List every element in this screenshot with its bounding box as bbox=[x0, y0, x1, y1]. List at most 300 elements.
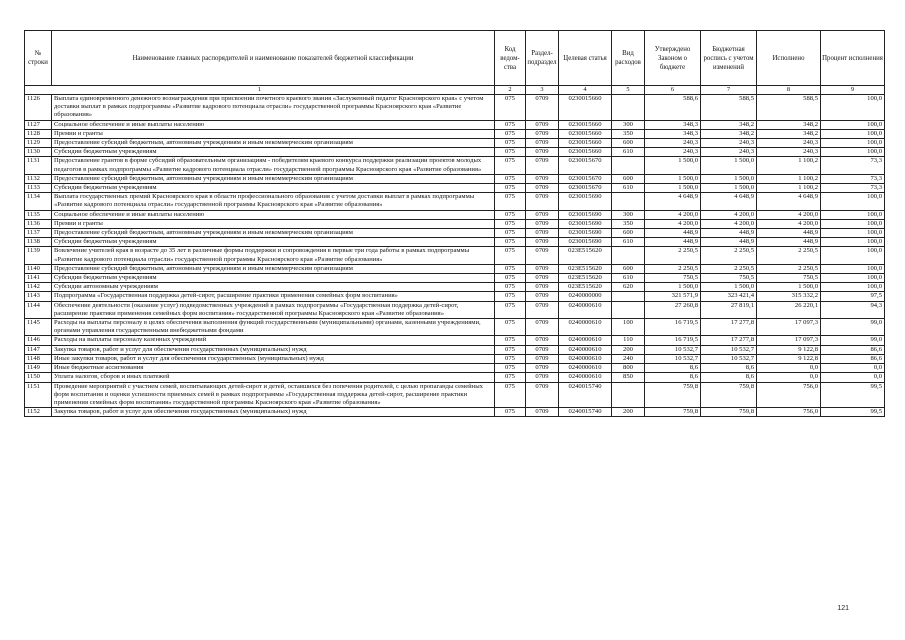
row-budget-list: 1 500,0 bbox=[701, 157, 757, 174]
row-expense-type: 350 bbox=[612, 219, 645, 228]
row-section: 0709 bbox=[526, 95, 559, 121]
header-name: Наименование главных распорядителей и наименование показателей бюджетной классификации bbox=[52, 31, 495, 86]
row-section: 0709 bbox=[526, 219, 559, 228]
row-percent: 100,0 bbox=[821, 264, 885, 273]
row-section: 0709 bbox=[526, 157, 559, 174]
row-percent: 100,0 bbox=[821, 283, 885, 292]
row-number: 1142 bbox=[25, 283, 52, 292]
row-percent: 100,0 bbox=[821, 193, 885, 210]
row-executed: 26 220,1 bbox=[757, 301, 821, 318]
row-name: Уплата налогов, сборов и иных платежей bbox=[52, 373, 495, 382]
row-dept-code: 075 bbox=[495, 382, 526, 408]
row-budget-list: 588,5 bbox=[701, 95, 757, 121]
row-section: 0709 bbox=[526, 364, 559, 373]
row-number: 1129 bbox=[25, 139, 52, 148]
row-percent: 86,6 bbox=[821, 354, 885, 363]
row-percent: 100,0 bbox=[821, 229, 885, 238]
row-name: Подпрограмма «Государственная поддержка детей-сирот, расширение практики применения семейных форм воспитания» bbox=[52, 292, 495, 301]
header-target: Целевая статья bbox=[559, 31, 612, 86]
table-row bbox=[25, 274, 885, 283]
row-approved: 448,9 bbox=[645, 238, 701, 247]
row-target: 0230015670 bbox=[559, 174, 612, 183]
table-row bbox=[25, 319, 885, 336]
row-budget-list: 448,9 bbox=[701, 229, 757, 238]
row-section: 0709 bbox=[526, 301, 559, 318]
row-expense-type bbox=[612, 301, 645, 318]
document-sheet bbox=[24, 30, 884, 417]
row-approved: 8,6 bbox=[645, 364, 701, 373]
row-percent: 100,0 bbox=[821, 139, 885, 148]
row-dept-code: 075 bbox=[495, 184, 526, 193]
row-dept-code: 075 bbox=[495, 364, 526, 373]
row-name: Вовлечение учителей края в возрасте до 35 лет в различные формы поддержки и сопровождения в первые три года работы в рамках подпрограммы «Развитие кадрового потенциала отрасли» государственной программы Красноярского края «Развитие образования» bbox=[52, 247, 495, 264]
row-percent: 100,0 bbox=[821, 95, 885, 121]
row-percent: 86,6 bbox=[821, 345, 885, 354]
row-target: 0230015660 bbox=[559, 95, 612, 121]
row-budget-list: 348,2 bbox=[701, 120, 757, 129]
row-number: 1126 bbox=[25, 95, 52, 121]
row-name: Субсидии автономным учреждениям bbox=[52, 283, 495, 292]
row-budget-list: 27 819,1 bbox=[701, 301, 757, 318]
column-number: 4 bbox=[559, 86, 612, 95]
table-row bbox=[25, 219, 885, 228]
row-approved: 759,8 bbox=[645, 382, 701, 408]
row-approved: 4 648,9 bbox=[645, 193, 701, 210]
row-budget-list: 323 421,4 bbox=[701, 292, 757, 301]
row-approved: 10 532,7 bbox=[645, 345, 701, 354]
row-section: 0709 bbox=[526, 408, 559, 417]
row-percent: 100,0 bbox=[821, 120, 885, 129]
row-budget-list: 4 200,0 bbox=[701, 210, 757, 219]
row-budget-list: 240,3 bbox=[701, 148, 757, 157]
row-number: 1130 bbox=[25, 148, 52, 157]
row-executed: 348,2 bbox=[757, 120, 821, 129]
row-percent: 94,3 bbox=[821, 301, 885, 318]
row-section: 0709 bbox=[526, 264, 559, 273]
column-number: 7 bbox=[701, 86, 757, 95]
row-number: 1143 bbox=[25, 292, 52, 301]
row-number: 1138 bbox=[25, 238, 52, 247]
row-expense-type: 620 bbox=[612, 283, 645, 292]
row-approved: 16 719,5 bbox=[645, 319, 701, 336]
row-budget-list: 17 277,8 bbox=[701, 336, 757, 345]
row-target: 0230015670 bbox=[559, 184, 612, 193]
row-number: 1132 bbox=[25, 174, 52, 183]
row-percent: 100,0 bbox=[821, 148, 885, 157]
column-number: 1 bbox=[25, 86, 495, 95]
row-target: 0240000610 bbox=[559, 336, 612, 345]
row-section: 0709 bbox=[526, 336, 559, 345]
row-dept-code: 075 bbox=[495, 373, 526, 382]
row-name: Выплата государственных премий Красноярского края в области профессионального образования с учетом доставки выплат в рамках подпрограммы «Развитие кадрового потенциала отрасли» государственной программы Красноярского края «Развитие образования» bbox=[52, 193, 495, 210]
row-target: 0240000610 bbox=[559, 319, 612, 336]
header-approved: Утверждено Законом о бюджете bbox=[645, 31, 701, 86]
row-dept-code: 075 bbox=[495, 193, 526, 210]
row-dept-code: 075 bbox=[495, 292, 526, 301]
page-number: 121 bbox=[837, 605, 849, 612]
row-expense-type: 300 bbox=[612, 210, 645, 219]
row-expense-type: 850 bbox=[612, 373, 645, 382]
table-row bbox=[25, 95, 885, 121]
table-row bbox=[25, 364, 885, 373]
row-name: Субсидии бюджетным учреждениям bbox=[52, 274, 495, 283]
row-number: 1151 bbox=[25, 382, 52, 408]
row-section: 0709 bbox=[526, 238, 559, 247]
row-number: 1139 bbox=[25, 247, 52, 264]
table-row bbox=[25, 210, 885, 219]
row-number: 1135 bbox=[25, 210, 52, 219]
row-number: 1133 bbox=[25, 184, 52, 193]
row-target: 0240000000 bbox=[559, 292, 612, 301]
column-number: 8 bbox=[757, 86, 821, 95]
row-section: 0709 bbox=[526, 382, 559, 408]
row-budget-list: 750,5 bbox=[701, 274, 757, 283]
row-executed: 1 100,2 bbox=[757, 184, 821, 193]
row-budget-list: 759,8 bbox=[701, 382, 757, 408]
row-approved: 1 500,0 bbox=[645, 174, 701, 183]
row-executed: 756,0 bbox=[757, 382, 821, 408]
row-section: 0709 bbox=[526, 274, 559, 283]
row-section: 0709 bbox=[526, 148, 559, 157]
row-approved: 2 250,5 bbox=[645, 247, 701, 264]
row-budget-list: 4 200,0 bbox=[701, 219, 757, 228]
row-budget-list: 1 500,0 bbox=[701, 283, 757, 292]
row-executed: 2 250,5 bbox=[757, 264, 821, 273]
row-number: 1134 bbox=[25, 193, 52, 210]
row-section: 0709 bbox=[526, 120, 559, 129]
row-dept-code: 075 bbox=[495, 229, 526, 238]
row-name: Премии и гранты bbox=[52, 219, 495, 228]
row-approved: 348,3 bbox=[645, 120, 701, 129]
table-row bbox=[25, 336, 885, 345]
header-budget-list: Бюджетная роспись с учетом изменений bbox=[701, 31, 757, 86]
row-target: 023Е515620 bbox=[559, 264, 612, 273]
row-target: 0230015690 bbox=[559, 210, 612, 219]
row-name: Закупка товаров, работ и услуг для обеспечения государственных (муниципальных) нужд bbox=[52, 408, 495, 417]
row-expense-type: 610 bbox=[612, 274, 645, 283]
row-percent: 100,0 bbox=[821, 219, 885, 228]
row-expense-type: 100 bbox=[612, 319, 645, 336]
column-number: 9 bbox=[821, 86, 885, 95]
row-dept-code: 075 bbox=[495, 301, 526, 318]
row-number: 1145 bbox=[25, 319, 52, 336]
row-percent: 100,0 bbox=[821, 238, 885, 247]
row-expense-type: 800 bbox=[612, 364, 645, 373]
row-percent: 100,0 bbox=[821, 274, 885, 283]
row-dept-code: 075 bbox=[495, 238, 526, 247]
row-executed: 240,3 bbox=[757, 139, 821, 148]
row-target: 0230015690 bbox=[559, 238, 612, 247]
column-number: 3 bbox=[526, 86, 559, 95]
row-approved: 1 500,0 bbox=[645, 283, 701, 292]
row-budget-list: 2 250,5 bbox=[701, 264, 757, 273]
row-target: 0230015660 bbox=[559, 129, 612, 138]
row-percent: 73,3 bbox=[821, 174, 885, 183]
row-name: Предоставление субсидий бюджетным, автономным учреждениям и иным некоммерческим организациям bbox=[52, 229, 495, 238]
row-target: 0240000610 bbox=[559, 301, 612, 318]
row-target: 0240000610 bbox=[559, 373, 612, 382]
row-expense-type: 610 bbox=[612, 184, 645, 193]
header-percent: Процент исполнения bbox=[821, 31, 885, 86]
row-section: 0709 bbox=[526, 210, 559, 219]
row-section: 0709 bbox=[526, 345, 559, 354]
row-expense-type: 200 bbox=[612, 408, 645, 417]
row-target: 0230015660 bbox=[559, 120, 612, 129]
row-budget-list: 448,9 bbox=[701, 238, 757, 247]
row-name: Социальное обеспечение и иные выплаты населению bbox=[52, 210, 495, 219]
row-budget-list: 348,2 bbox=[701, 129, 757, 138]
row-number: 1140 bbox=[25, 264, 52, 273]
table-row bbox=[25, 157, 885, 174]
row-budget-list: 8,6 bbox=[701, 364, 757, 373]
column-number: 6 bbox=[645, 86, 701, 95]
row-target: 0230015690 bbox=[559, 229, 612, 238]
table-row bbox=[25, 301, 885, 318]
header-expense-type: Вид расходов bbox=[612, 31, 645, 86]
row-expense-type: 240 bbox=[612, 354, 645, 363]
table-row bbox=[25, 229, 885, 238]
row-dept-code: 075 bbox=[495, 174, 526, 183]
row-executed: 756,0 bbox=[757, 408, 821, 417]
row-section: 0709 bbox=[526, 174, 559, 183]
row-dept-code: 075 bbox=[495, 95, 526, 121]
row-name: Премии и гранты bbox=[52, 129, 495, 138]
row-percent: 100,0 bbox=[821, 247, 885, 264]
row-name: Проведение мероприятий с участием семей, воспитывающих детей-сирот и детей, оставшихся без попечения родителей, с целью пропаганды семейных форм воспитания и оценки успешности приемных семей в рамках подпрограммы «Государственная поддержка детей-сирот, расширение практики применения семейных форм воспитания» государственной программы Красноярского края «Развитие образования» bbox=[52, 382, 495, 408]
row-executed: 0,0 bbox=[757, 373, 821, 382]
row-section: 0709 bbox=[526, 319, 559, 336]
row-name: Предоставление субсидий бюджетным, автономным учреждениям и иным некоммерческим организациям bbox=[52, 264, 495, 273]
row-percent: 99,0 bbox=[821, 319, 885, 336]
row-expense-type bbox=[612, 157, 645, 174]
row-number: 1136 bbox=[25, 219, 52, 228]
row-executed: 1 500,0 bbox=[757, 283, 821, 292]
row-expense-type bbox=[612, 95, 645, 121]
row-expense-type: 600 bbox=[612, 229, 645, 238]
row-expense-type: 600 bbox=[612, 139, 645, 148]
row-expense-type bbox=[612, 193, 645, 210]
row-target: 0230015670 bbox=[559, 157, 612, 174]
row-approved: 16 719,5 bbox=[645, 336, 701, 345]
row-name: Субсидии бюджетным учреждениям bbox=[52, 238, 495, 247]
row-percent: 99,5 bbox=[821, 408, 885, 417]
row-dept-code: 075 bbox=[495, 264, 526, 273]
row-budget-list: 4 648,9 bbox=[701, 193, 757, 210]
row-approved: 588,6 bbox=[645, 95, 701, 121]
row-budget-list: 2 250,5 bbox=[701, 247, 757, 264]
table-row bbox=[25, 129, 885, 138]
table-row bbox=[25, 120, 885, 129]
column-number: 5 bbox=[612, 86, 645, 95]
row-target: 0230015690 bbox=[559, 219, 612, 228]
row-percent: 73,3 bbox=[821, 157, 885, 174]
row-budget-list: 17 277,8 bbox=[701, 319, 757, 336]
row-number: 1128 bbox=[25, 129, 52, 138]
row-expense-type: 110 bbox=[612, 336, 645, 345]
row-approved: 2 250,5 bbox=[645, 264, 701, 273]
row-section: 0709 bbox=[526, 129, 559, 138]
row-dept-code: 075 bbox=[495, 129, 526, 138]
row-executed: 348,2 bbox=[757, 129, 821, 138]
row-approved: 240,3 bbox=[645, 139, 701, 148]
row-name: Закупка товаров, работ и услуг для обеспечения государственных (муниципальных) нужд bbox=[52, 345, 495, 354]
table-row bbox=[25, 264, 885, 273]
row-dept-code: 075 bbox=[495, 120, 526, 129]
row-executed: 4 648,9 bbox=[757, 193, 821, 210]
row-expense-type bbox=[612, 292, 645, 301]
row-executed: 17 097,3 bbox=[757, 336, 821, 345]
row-executed: 1 100,2 bbox=[757, 157, 821, 174]
row-number: 1137 bbox=[25, 229, 52, 238]
row-executed: 1 100,2 bbox=[757, 174, 821, 183]
row-number: 1148 bbox=[25, 354, 52, 363]
row-dept-code: 075 bbox=[495, 247, 526, 264]
row-budget-list: 1 500,0 bbox=[701, 174, 757, 183]
row-name: Обеспечение деятельности (оказание услуг) подведомственных учреждений в рамках подпрограммы «Государственная поддержка детей-сирот, расширение практики применения семейных форм воспитания» государственной программы Красноярского края «Развитие образования» bbox=[52, 301, 495, 318]
column-number: 2 bbox=[495, 86, 526, 95]
row-executed: 588,5 bbox=[757, 95, 821, 121]
row-executed: 448,9 bbox=[757, 229, 821, 238]
row-percent: 100,0 bbox=[821, 129, 885, 138]
row-dept-code: 075 bbox=[495, 345, 526, 354]
row-approved: 4 200,0 bbox=[645, 219, 701, 228]
table-row bbox=[25, 354, 885, 363]
row-dept-code: 075 bbox=[495, 408, 526, 417]
table-row bbox=[25, 283, 885, 292]
row-approved: 348,3 bbox=[645, 129, 701, 138]
header-section: Раздел-подраздел bbox=[526, 31, 559, 86]
table-row bbox=[25, 373, 885, 382]
row-target: 0230015690 bbox=[559, 193, 612, 210]
row-section: 0709 bbox=[526, 184, 559, 193]
row-number: 1144 bbox=[25, 301, 52, 318]
row-budget-list: 10 532,7 bbox=[701, 345, 757, 354]
row-executed: 315 332,2 bbox=[757, 292, 821, 301]
row-dept-code: 075 bbox=[495, 157, 526, 174]
row-target: 0240000610 bbox=[559, 345, 612, 354]
row-executed: 448,9 bbox=[757, 238, 821, 247]
row-executed: 9 122,8 bbox=[757, 354, 821, 363]
row-dept-code: 075 bbox=[495, 319, 526, 336]
row-dept-code: 075 bbox=[495, 139, 526, 148]
row-section: 0709 bbox=[526, 193, 559, 210]
table-body bbox=[25, 86, 885, 417]
row-executed: 2 250,5 bbox=[757, 247, 821, 264]
row-target: 023Е515620 bbox=[559, 247, 612, 264]
table-row bbox=[25, 174, 885, 183]
table-row bbox=[25, 408, 885, 417]
row-section: 0709 bbox=[526, 283, 559, 292]
row-dept-code: 075 bbox=[495, 354, 526, 363]
row-percent: 99,5 bbox=[821, 382, 885, 408]
row-percent: 0,0 bbox=[821, 364, 885, 373]
table-row bbox=[25, 139, 885, 148]
row-name: Иные закупки товаров, работ и услуг для обеспечения государственных (муниципальных) нужд bbox=[52, 354, 495, 363]
row-target: 0230015660 bbox=[559, 148, 612, 157]
budget-table bbox=[24, 30, 885, 417]
table-row bbox=[25, 238, 885, 247]
row-budget-list: 10 532,7 bbox=[701, 354, 757, 363]
row-executed: 4 200,0 bbox=[757, 210, 821, 219]
row-number: 1147 bbox=[25, 345, 52, 354]
header-row bbox=[25, 31, 885, 86]
row-section: 0709 bbox=[526, 229, 559, 238]
row-dept-code: 075 bbox=[495, 336, 526, 345]
row-name: Субсидии бюджетным учреждениям bbox=[52, 184, 495, 193]
row-name: Иные бюджетные ассигнования bbox=[52, 364, 495, 373]
row-percent: 100,0 bbox=[821, 210, 885, 219]
row-name: Выплата единовременного денежного вознаграждения при присвоении почетного краевого звания «Заслуженный педагог Красноярского края» с учетом доставки выплат в рамках подпрограммы «Развитие кадрового потенциала отрасли» государственной программы Красноярского края «Развитие образования» bbox=[52, 95, 495, 121]
row-expense-type: 600 bbox=[612, 174, 645, 183]
row-expense-type: 600 bbox=[612, 264, 645, 273]
column-numbers-row bbox=[25, 86, 885, 95]
row-executed: 4 200,0 bbox=[757, 219, 821, 228]
header-executed: Исполнено bbox=[757, 31, 821, 86]
row-approved: 759,8 bbox=[645, 408, 701, 417]
row-section: 0709 bbox=[526, 247, 559, 264]
row-expense-type: 300 bbox=[612, 120, 645, 129]
row-percent: 73,3 bbox=[821, 184, 885, 193]
row-dept-code: 075 bbox=[495, 148, 526, 157]
row-percent: 99,0 bbox=[821, 336, 885, 345]
row-executed: 0,0 bbox=[757, 364, 821, 373]
table-row bbox=[25, 184, 885, 193]
row-dept-code: 075 bbox=[495, 283, 526, 292]
table-row bbox=[25, 247, 885, 264]
row-budget-list: 1 500,0 bbox=[701, 184, 757, 193]
row-approved: 240,3 bbox=[645, 148, 701, 157]
row-target: 0240000610 bbox=[559, 364, 612, 373]
row-name: Предоставление субсидий бюджетным, автономным учреждениям и иным некоммерческим организациям bbox=[52, 139, 495, 148]
row-dept-code: 075 bbox=[495, 219, 526, 228]
row-number: 1131 bbox=[25, 157, 52, 174]
row-expense-type: 200 bbox=[612, 345, 645, 354]
row-approved: 8,6 bbox=[645, 373, 701, 382]
row-approved: 27 260,8 bbox=[645, 301, 701, 318]
row-target: 023Е515620 bbox=[559, 283, 612, 292]
row-section: 0709 bbox=[526, 292, 559, 301]
row-expense-type: 610 bbox=[612, 238, 645, 247]
row-budget-list: 8,6 bbox=[701, 373, 757, 382]
row-number: 1149 bbox=[25, 364, 52, 373]
row-number: 1152 bbox=[25, 408, 52, 417]
row-name: Субсидии бюджетным учреждениям bbox=[52, 148, 495, 157]
row-name: Социальное обеспечение и иные выплаты населению bbox=[52, 120, 495, 129]
row-percent: 0,0 bbox=[821, 373, 885, 382]
table-row bbox=[25, 345, 885, 354]
row-approved: 10 532,7 bbox=[645, 354, 701, 363]
row-executed: 750,5 bbox=[757, 274, 821, 283]
header-row-no: № строки bbox=[25, 31, 52, 86]
row-approved: 1 500,0 bbox=[645, 157, 701, 174]
row-target: 0240015740 bbox=[559, 408, 612, 417]
row-target: 0230015660 bbox=[559, 139, 612, 148]
row-section: 0709 bbox=[526, 354, 559, 363]
table-row bbox=[25, 292, 885, 301]
row-approved: 448,9 bbox=[645, 229, 701, 238]
row-percent: 97,5 bbox=[821, 292, 885, 301]
table-row bbox=[25, 148, 885, 157]
row-expense-type bbox=[612, 382, 645, 408]
row-name: Предоставление субсидий бюджетным, автономным учреждениям и иным некоммерческим организациям bbox=[52, 174, 495, 183]
row-section: 0709 bbox=[526, 373, 559, 382]
row-executed: 9 122,8 bbox=[757, 345, 821, 354]
row-number: 1146 bbox=[25, 336, 52, 345]
row-approved: 321 571,9 bbox=[645, 292, 701, 301]
row-number: 1141 bbox=[25, 274, 52, 283]
row-expense-type: 350 bbox=[612, 129, 645, 138]
row-section: 0709 bbox=[526, 139, 559, 148]
